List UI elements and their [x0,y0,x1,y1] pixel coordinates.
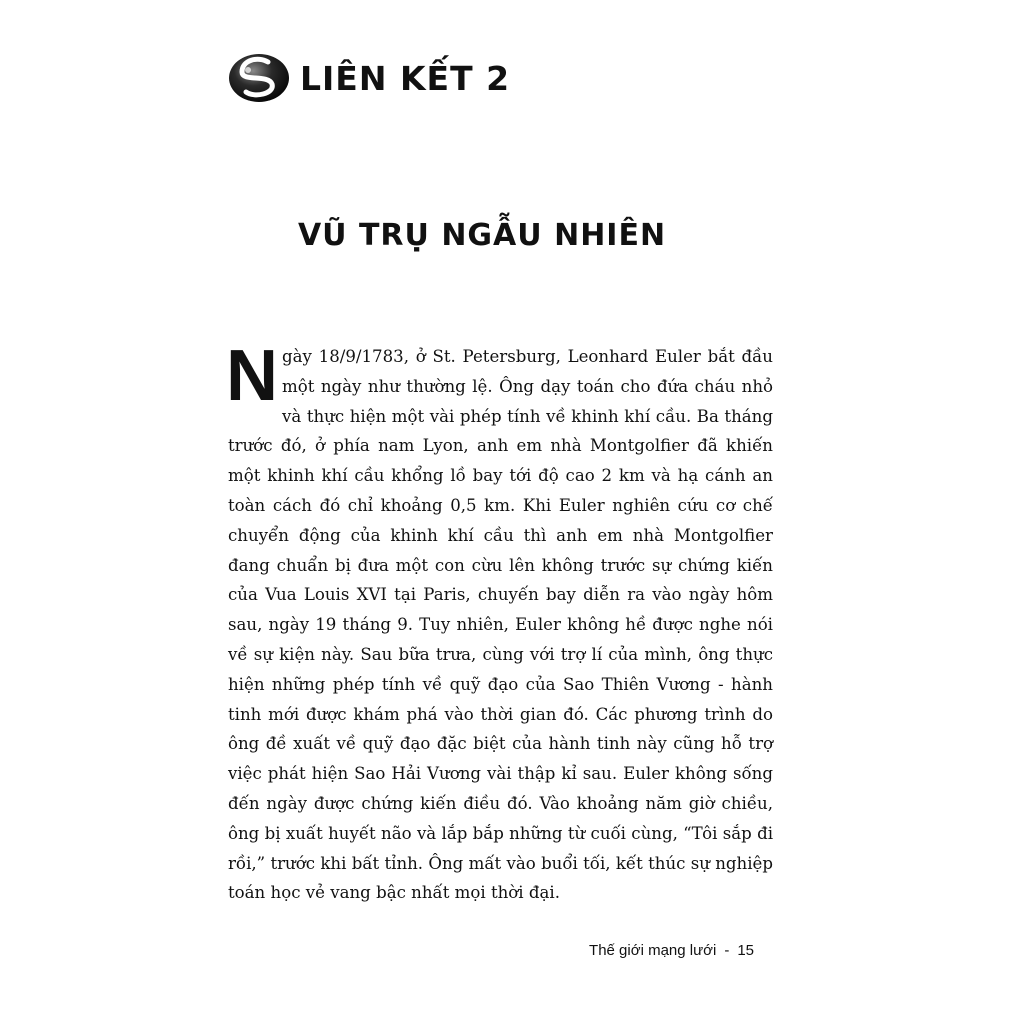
chapter-header [228,50,510,106]
page-footer [560,942,754,959]
footer-book-title: Thế giới mạng lưới [589,942,717,959]
chapter-label: LIÊN KẾT 2 [300,58,511,98]
drop-cap: N [226,336,278,416]
footer-separator: - [724,942,730,959]
body-text: gày 18/9/1783, ở St. Petersburg, Leonhard Euler bắt đầu một ngày như thường lệ. Ông dạy toán cho đứa cháu nhỏ và thực hiện một vài phép tính về khinh khí cầu. Ba tháng trước đó, ở phía nam Lyon, anh em nhà Montgolfier đã khiến một khinh khí cầu khổng lồ bay tới độ cao 2 km và hạ cánh an toàn cách đó chỉ khoảng 0,5 km. Khi Euler nghiên cứu cơ chế chuyển động của khinh khí cầu thì anh em nhà Montgolfier đang chuẩn bị đưa một con cừu lên không trước sự chứng kiến của Vua Louis XVI tại Paris, chuyến bay diễn ra vào ngày hôm sau, ngày 19 tháng 9. Tuy nhiên, Euler không hề được nghe nói về sự kiện này. Sau bữa trưa, cùng với trợ lí của mình, ông thực hiện những phép tính về quỹ đạo của Sao Thiên Vương - hành tinh mới được khám phá vào thời gian đó. Các phương trình do ông đề xuất về quỹ đạo đặc biệt của hành tinh này cũng hỗ trợ việc phát hiện Sao Hải Vương vài thập kỉ sau. Euler không sống đến ngày được chứng kiến điều đó. Vào khoảng năm giờ chiều, ông bị xuất huyết não và lắp bắp những từ cuối cùng, “Tôi sắp đi rồi,” trước khi bất tỉnh. Ông mất vào buổi tối, kết thúc sự nghiệp toán học vẻ vang bậc nhất mọi thời đại. [228,347,773,903]
body-paragraph [226,336,773,908]
section-title: VŨ TRỤ NGẪU NHIÊN [297,218,667,253]
link-emblem-icon [228,52,290,104]
page-number: 15 [737,942,754,959]
